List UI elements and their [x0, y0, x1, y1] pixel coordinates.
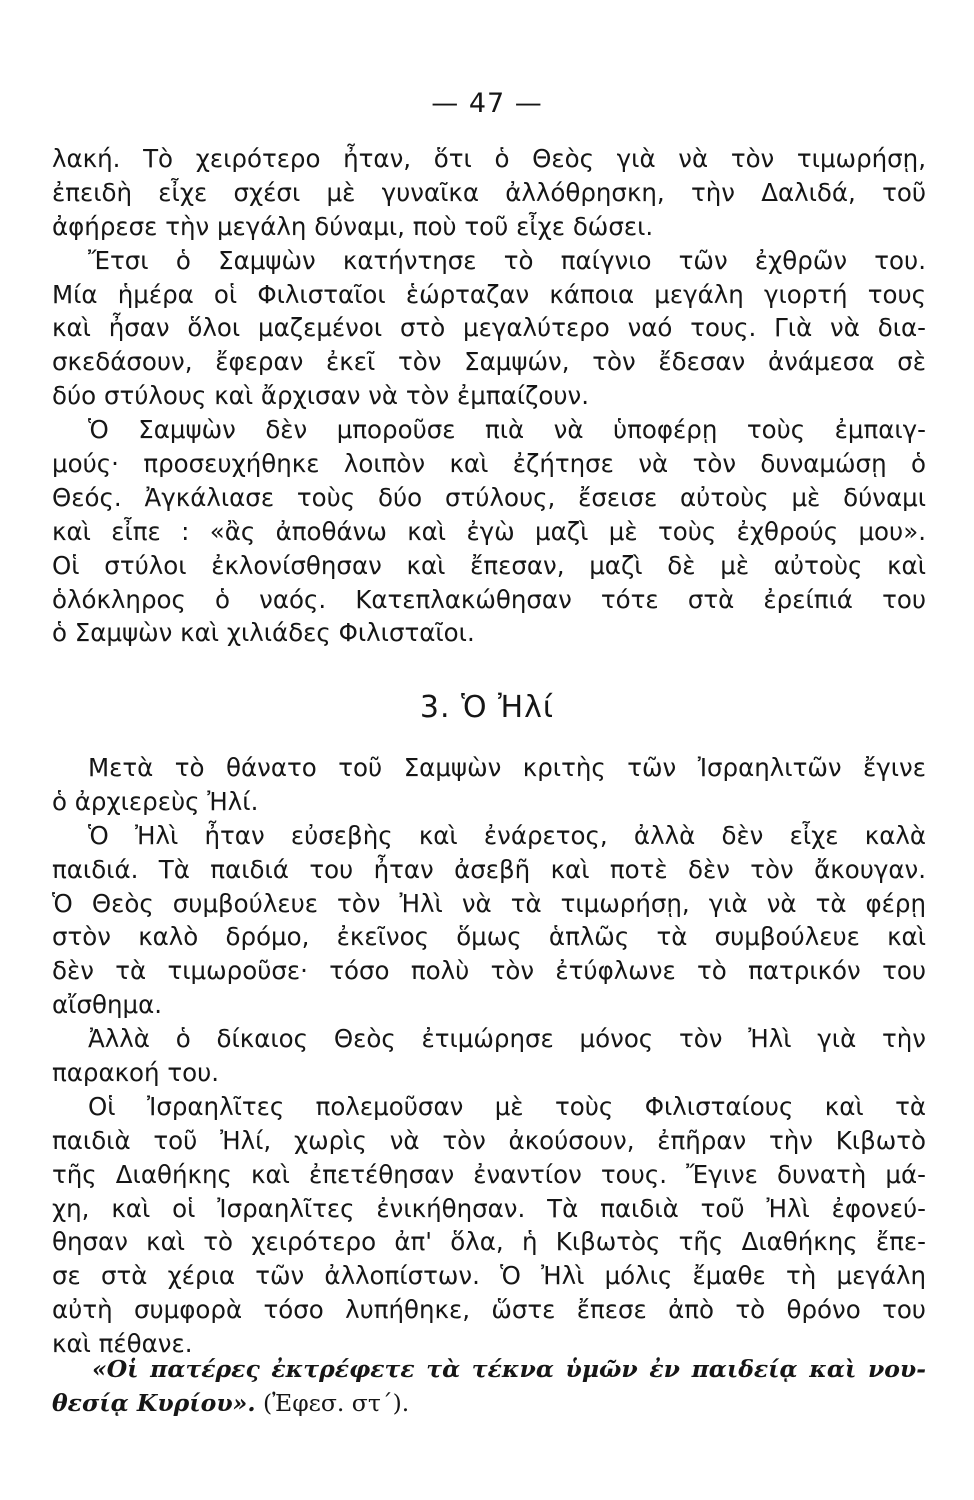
text-line: παρακοή του.: [52, 1058, 220, 1088]
text-line: Θεός. Ἀγκάλιασε τοὺς δύο στύλους, ἔσεισε αὐτοὺς μὲ δύναμι: [52, 482, 926, 512]
text-line: Μετὰ τὸ θάνατο τοῦ Σαμψὼν κριτὴς τῶν Ἰσραηλιτῶν ἔγινε: [88, 753, 926, 782]
text-line: δύο στύλους καὶ ἄρχισαν νὰ τὸν ἐμπαίζουν.: [52, 381, 590, 411]
text-line: αἴσθημα.: [52, 990, 163, 1020]
text-line: σκεδάσουν, ἔφεραν ἐκεῖ τὸν Σαμψών, τὸν ἔδεσαν ἀνάμεσα σὲ: [52, 347, 926, 377]
text-line: ὁ ἀρχιερεὺς Ἠλί.: [52, 786, 259, 816]
text-line: Ὁ Ἠλὶ ἦταν εὐσεβὴς καὶ ἐνάρετος, ἀλλὰ δὲν εἶχε καλὰ: [88, 820, 926, 850]
text-line: τῆς Διαθήκης καὶ ἐπετέθησαν ἐναντίον τους. Ἔγινε δυνατὴ μά-: [52, 1159, 926, 1189]
page-number: — 47 —: [431, 88, 543, 119]
text-line: παιδιά. Τὰ παιδιά του ἦταν ἀσεβῆ καὶ ποτὲ δὲν τὸν ἄκουγαν.: [52, 854, 926, 884]
text-line: Ὁ Θεὸς συμβούλευε τὸν Ἠλὶ νὰ τὰ τιμωρήσῃ, γιὰ νὰ τὰ φέρῃ: [52, 888, 926, 918]
text-line: καὶ εἶπε : «ἂς ἀποθάνω καὶ ἐγὼ μαζὶ μὲ τοὺς ἐχθρούς μου».: [52, 516, 926, 546]
quote-reference: (Ἐφεσ. στ΄).: [255, 1389, 410, 1417]
text-line: Μία ἡμέρα οἱ Φιλισταῖοι ἑώρταζαν κάποια μεγάλη γιορτή τους: [52, 279, 926, 309]
quote-text: θεσίᾳ Κυρίου».: [52, 1389, 256, 1417]
section-one-text: [52, 142, 926, 650]
text-line: μούς· προσευχήθηκε λοιπὸν καὶ ἐζήτησε νὰ τὸν δυναμώσῃ ὁ: [52, 449, 926, 479]
text-line: στὸν καλὸ δρόμο, ἐκεῖνος ὅμως ἁπλῶς τὰ συμβούλευε καὶ: [52, 922, 926, 952]
section-heading: 3. Ὁ Ἠλί: [419, 690, 555, 725]
text-line: Ἔτσι ὁ Σαμψὼν κατήντησε τὸ παίγνιο τῶν ἐχθρῶν του.: [88, 245, 926, 275]
text-line: παιδιὰ τοῦ Ἠλί, χωρὶς νὰ τὸν ἀκούσουν, ἐπῆραν τὴν Κιβωτὸ: [52, 1125, 926, 1155]
text-line: καὶ πέθανε.: [52, 1329, 193, 1359]
text-line: ἀφήρεσε τὴν μεγάλη δύναμι, ποὺ τοῦ εἶχε δώσει.: [52, 211, 654, 241]
scripture-quote: [52, 1352, 926, 1420]
section-two-text: [52, 751, 926, 1361]
text-line: αὐτὴ συμφορὰ τόσο λυπήθηκε, ὥστε ἔπεσε ἀπὸ τὸ θρόνο του: [52, 1295, 926, 1325]
text-line: λακή. Τὸ χειρότερο ἦταν, ὅτι ὁ Θεὸς γιὰ νὰ τὸν τιμωρήσῃ,: [52, 144, 926, 173]
text-line: θησαν καὶ τὸ χειρότερο ἀπ' ὅλα, ἡ Κιβωτὸς τῆς Διαθήκης ἔπε-: [52, 1227, 926, 1257]
text-line: Ἀλλὰ ὁ δίκαιος Θεὸς ἐτιμώρησε μόνος τὸν Ἠλὶ γιὰ τὴν: [88, 1024, 926, 1054]
text-line: καὶ ἦσαν ὅλοι μαζεμένοι στὸ μεγαλύτερο ναό τους. Γιὰ νὰ δια-: [52, 313, 926, 343]
text-line: δὲν τὰ τιμωροῦσε· τόσο πολὺ τὸν ἐτύφλωνε τὸ πατρικόν του: [52, 956, 926, 986]
text-line: χη, καὶ οἱ Ἰσραηλῖτες ἐνικήθησαν. Τὰ παιδιὰ τοῦ Ἠλὶ ἐφονεύ-: [52, 1193, 926, 1223]
text-line: ἐπειδὴ εἶχε σχέσι μὲ γυναῖκα ἀλλόθρησκη, τὴν Δαλιδά, τοῦ: [52, 177, 926, 207]
text-line: ὁλόκληρος ὁ ναός. Κατεπλακώθησαν τότε στὰ ἐρείπιά του: [52, 584, 926, 614]
quote-line: [52, 1386, 926, 1420]
text-line: σε στὰ χέρια τῶν ἀλλοπίστων. Ὁ Ἠλὶ μόλις ἔμαθε τὴ μεγάλη: [52, 1261, 926, 1291]
text-line: Οἱ στύλοι ἐκλονίσθησαν καὶ ἔπεσαν, μαζὶ δὲ μὲ αὐτοὺς καὶ: [52, 550, 926, 580]
text-line: ὁ Σαμψὼν καὶ χιλιάδες Φιλισταῖοι.: [52, 618, 475, 648]
text-line: Οἱ Ἰσραηλῖτες πολεμοῦσαν μὲ τοὺς Φιλισταίους καὶ τὰ: [88, 1091, 926, 1121]
text-line: Ὁ Σαμψὼν δὲν μποροῦσε πιὰ νὰ ὑποφέρῃ τοὺς ἐμπαιγ-: [88, 415, 926, 445]
quote-line: «Οἱ πατέρες ἐκτρέφετε τὰ τέκνα ὑμῶν ἐν παιδείᾳ καὶ νου-: [92, 1355, 926, 1383]
